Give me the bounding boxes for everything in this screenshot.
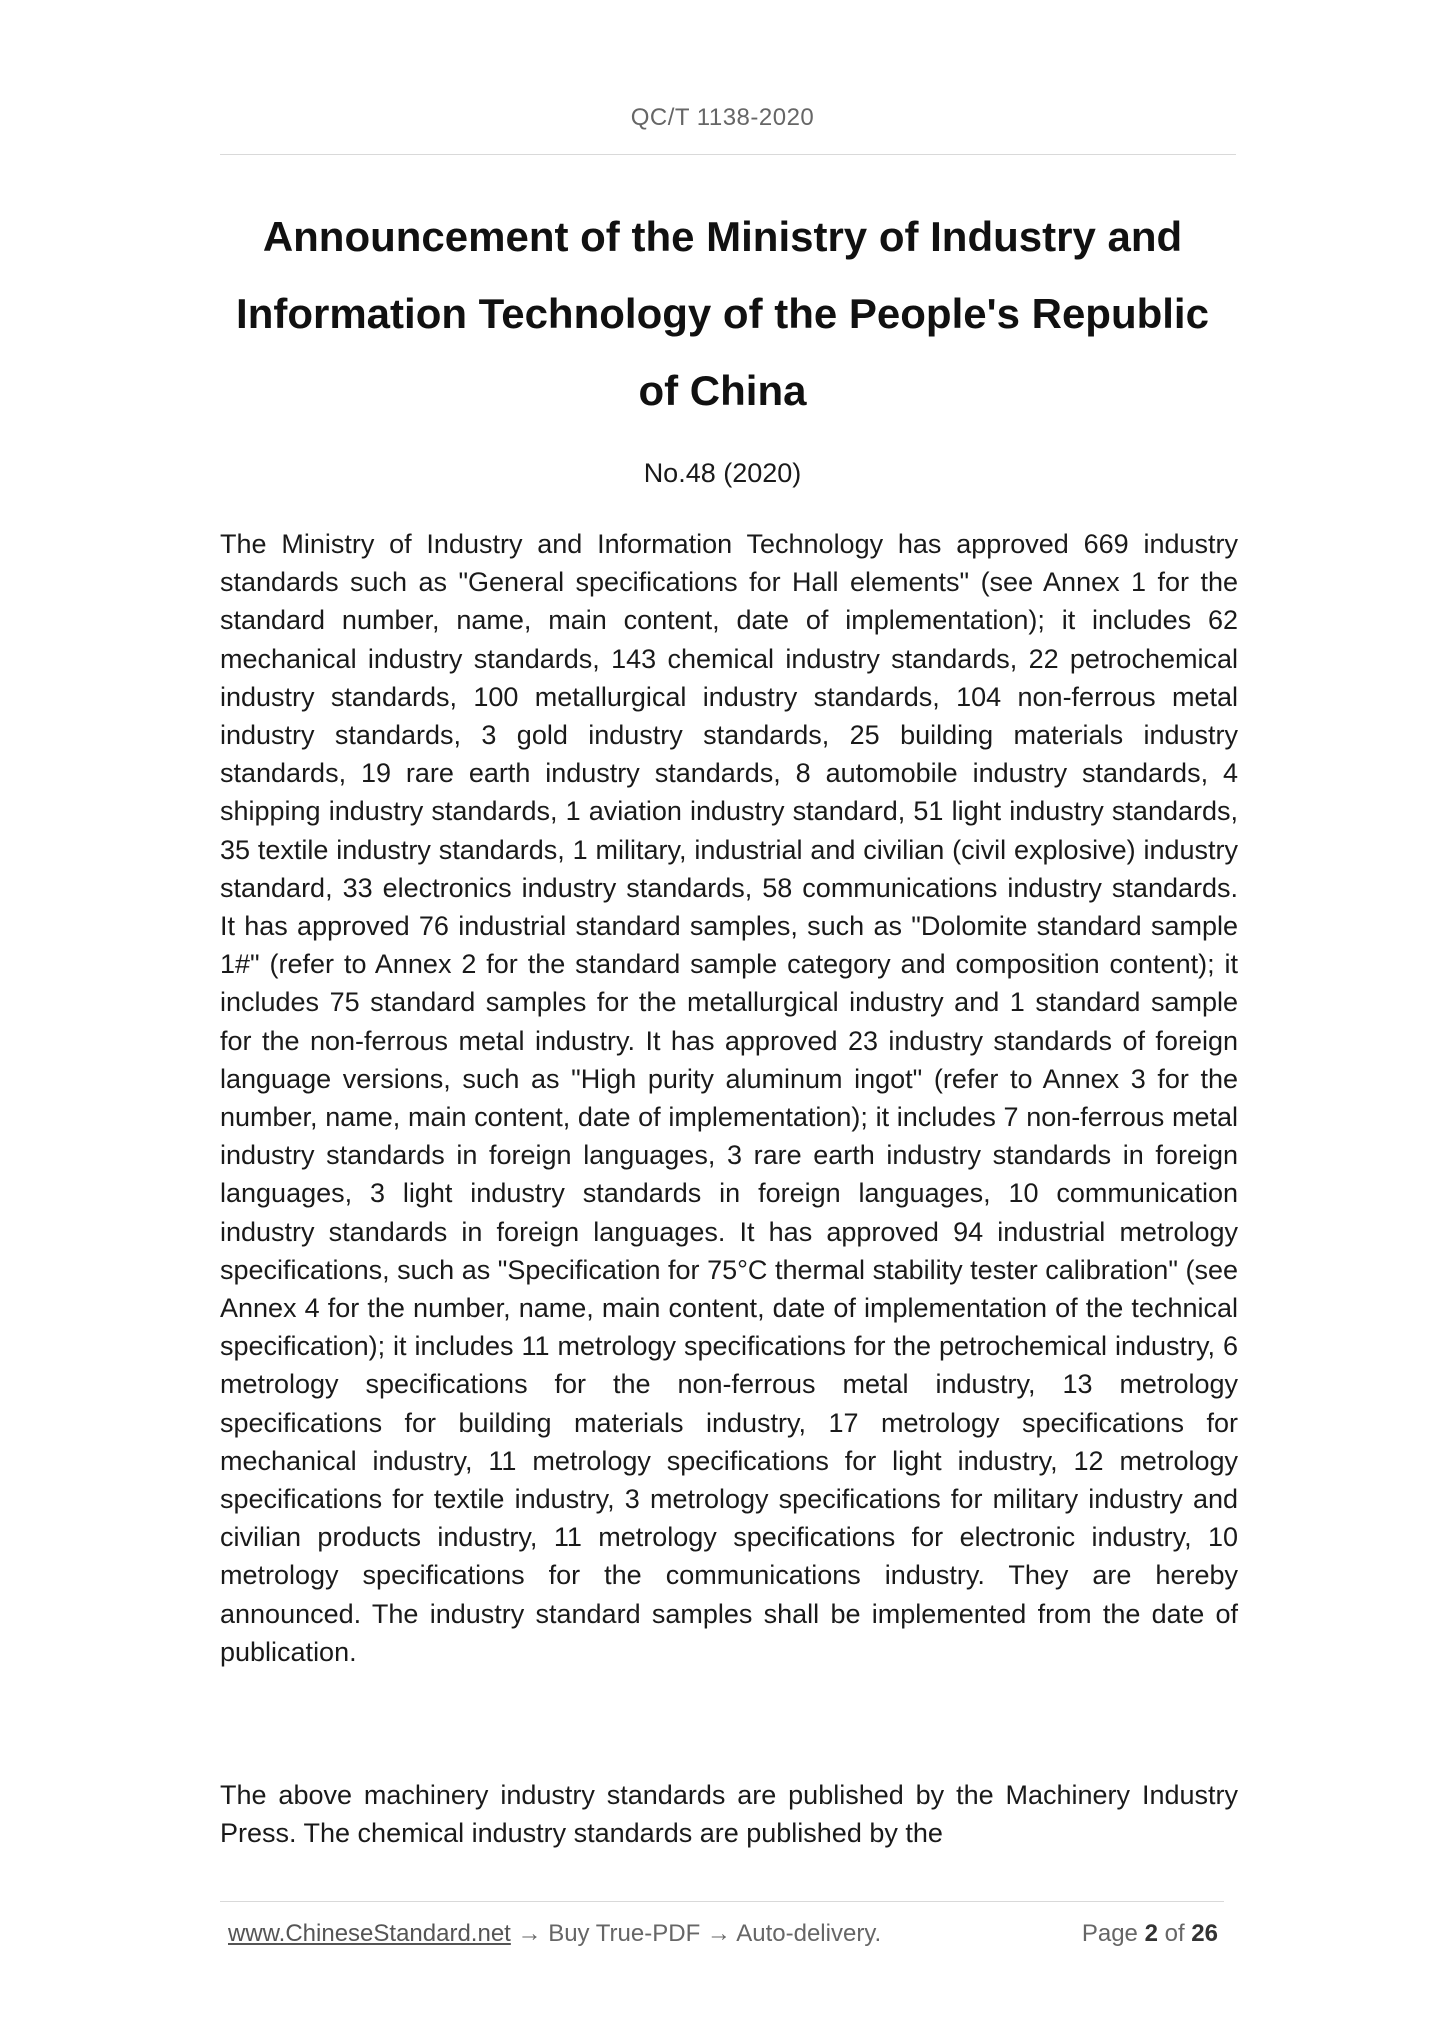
website-link[interactable]: www.ChineseStandard.net: [228, 1920, 511, 1947]
arrow-right-icon: →: [706, 1920, 731, 1947]
footer-divider: [220, 1901, 1224, 1902]
page-indicator: [1082, 1920, 1218, 1948]
title-line-3: of China: [638, 367, 807, 414]
current-page-number: 2: [1144, 1920, 1158, 1947]
body-paragraph-1: The Ministry of Industry and Information Technology has approved 669 industry standards such as "General specifications for Hall elements" (see Annex 1 for the standard number, name, main content, date of implementation); it includes 62 mechanical industry standards, 143 chemical industry standards, 22 petrochemical industry standards, 100 metallurgical industry standards, 104 non-ferrous metal industry standards, 3 gold industry standards, 25 building materials industry standards, 19 rare earth industry standards, 8 automobile industry standards, 4 shipping industry standards, 1 aviation industry standard, 51 light industry standards, 35 textile industry standards, 1 military, industrial and civilian (civil explosive) industry standard, 33 electronics industry standards, 58 communications industry standards. It has approved 76 industrial standard samples, such as "Dolomite standard sample 1#" (refer to Annex 2 for the standard sample category and composition content); it includes 75 standard samples for the metallurgical industry and 1 standard sample for the non-ferrous metal industry. It has approved 23 industry standards of foreign language versions, such as "High purity aluminum ingot" (refer to Annex 3 for the number, name, main content, date of implementation); it includes 7 non-ferrous metal industry standards in foreign languages, 3 rare earth industry standards in foreign languages, 3 light industry standards in foreign languages, 10 communication industry standards in foreign languages. It has approved 94 industrial metrology specifications, such as "Specification for 75°C thermal stability tester calibration" (see Annex 4 for the number, name, main content, date of implementation of the technical specification); it includes 11 metrology specifications for the petrochemical industry, 6 metrology specifications for the non-ferrous metal industry, 13 metrology specifications for building materials industry, 17 metrology specifications for mechanical industry, 11 metrology specifications for light industry, 12 metrology specifications for textile industry, 3 metrology specifications for military industry and civilian products industry, 11 metrology specifications for electronic industry, 10 metrology specifications for the communications industry. They are hereby announced. The industry standard samples shall be implemented from the date of publication.: [220, 529, 1238, 1667]
header-divider: [220, 154, 1236, 155]
page-label: Page: [1081, 1920, 1138, 1947]
page-of-label: of: [1164, 1920, 1185, 1947]
total-page-count: 26: [1191, 1920, 1218, 1947]
body-paragraph-2: The above machinery industry standards are published by the Machinery Industry Press. The chemical industry standards are published by the: [220, 1780, 1238, 1849]
title-line-2: Information Technology of the People's Republic: [236, 290, 1209, 337]
arrow-right-icon: →: [517, 1920, 542, 1947]
document-title: [210, 198, 1235, 429]
footer-promo: [228, 1920, 881, 1948]
auto-delivery-text: Auto-delivery.: [736, 1920, 882, 1947]
title-line-1: Announcement of the Ministry of Industry and: [262, 213, 1183, 260]
buy-pdf-text: Buy True-PDF: [548, 1920, 701, 1947]
page-header-doc-code: QC/T 1138-2020: [630, 104, 815, 131]
announcement-number: No.48 (2020): [643, 458, 802, 488]
